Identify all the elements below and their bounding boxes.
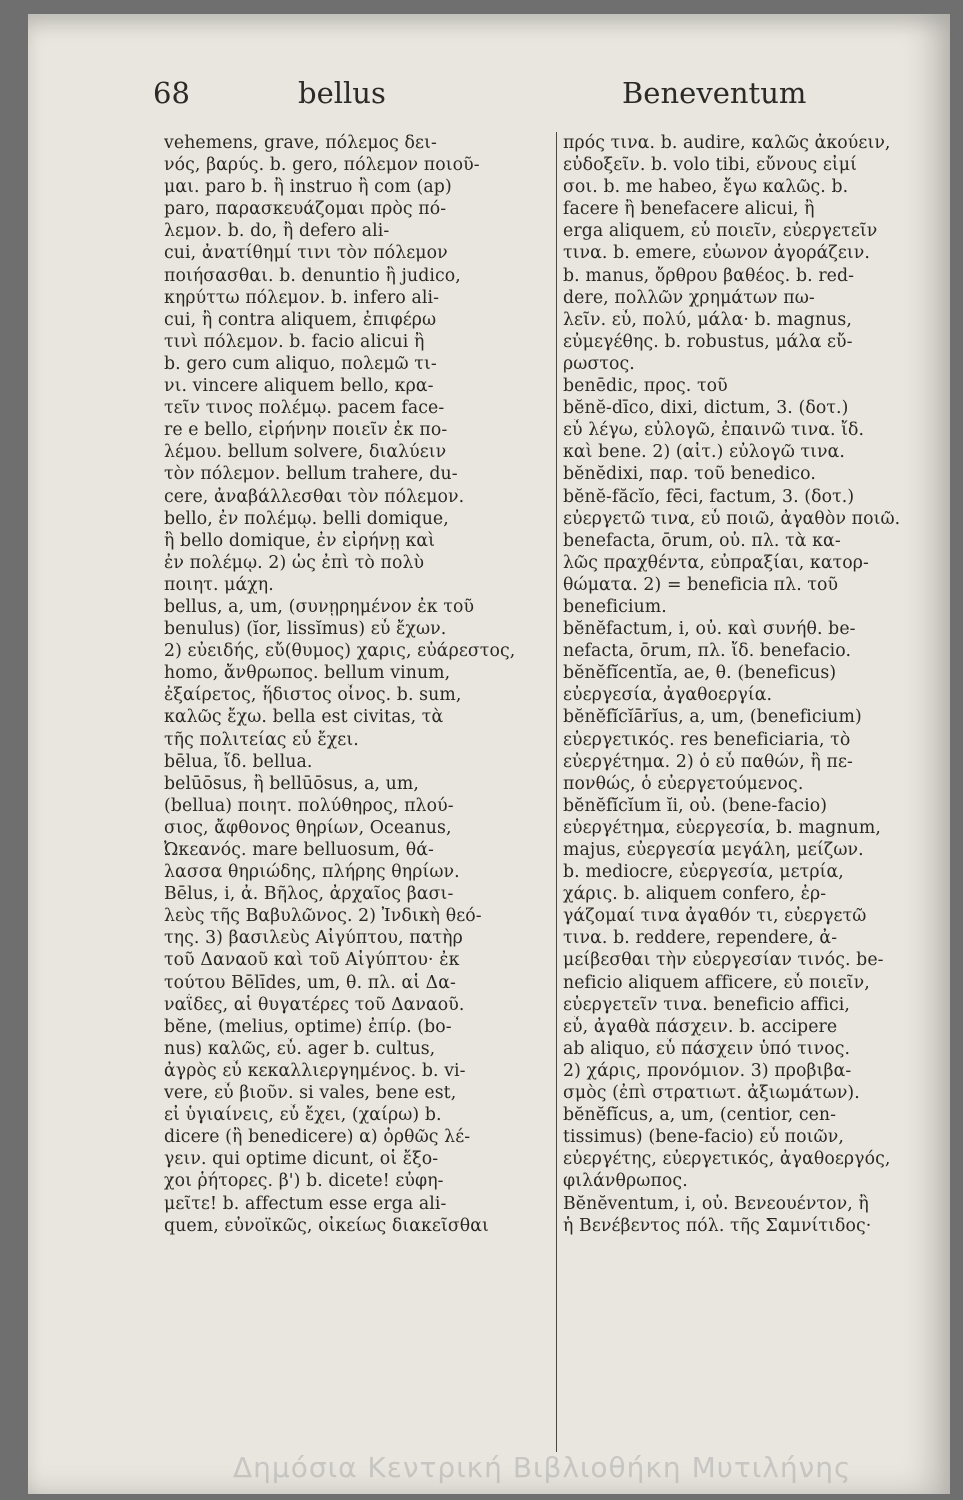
text-line: μαι. paro b. ἢ instruo ἢ com (ap) [164, 177, 452, 198]
text-line: homo, ἄνθρωπος. bellum vinum, [164, 663, 451, 684]
text-line: quem, εὐνοϊκῶς, οἰκείως διακεῖσθαι [164, 1215, 489, 1236]
text-line: bēlua, ἴδ. bellua. [164, 751, 313, 772]
text-line: γάζομαί τινα ἀγαθόν τι, εὐεργετῶ [563, 906, 867, 927]
text-line: τεῖν τινος πολέμῳ. pacem face- [164, 398, 445, 419]
text-line: 2) χάρις, προνόμιον. 3) προβιβα- [563, 1060, 852, 1081]
text-line: μεῖτε! b. affectum esse erga ali- [164, 1193, 447, 1214]
text-line: neficio aliquem afficere, εὖ ποιεῖν, [563, 972, 870, 993]
text-line: tissimus) (bene-facio) εὖ ποιῶν, [563, 1127, 844, 1148]
text-line: Ὠκεανός. mare belluosum, θά- [164, 840, 434, 860]
text-line: καλῶς ἔχω. bella est civitas, τὰ [164, 707, 444, 728]
text-line: Bĕnĕventum, i, οὐ. Βενεουέντον, ἢ [563, 1193, 869, 1214]
text-line: εἰ ὑγιαίνεις, εὖ ἔχει, (χαίρω) b. [164, 1105, 442, 1126]
text-line: cui, ἢ contra aliquem, ἐπιφέρω [164, 309, 437, 330]
text-line: bellus, a, um, (συνῃρημένον ἐκ τοῦ [164, 596, 475, 617]
text-line: dicere (ἢ benedicere) α) ὀρθῶς λέ- [164, 1127, 471, 1148]
right-guide-word: Beneventum [622, 76, 807, 110]
text-line: λεὺς τῆς Βαβυλῶνος. 2) Ἰνδικὴ θεό- [164, 906, 482, 927]
left-column [164, 132, 549, 1237]
text-line: bĕne, (melius, optime) ἐπίρ. (bo- [164, 1016, 452, 1037]
text-line: dere, πολλῶν χρημάτων πω- [563, 287, 815, 308]
text-line: τινὶ πόλεμον. b. facio alicui ἢ [164, 331, 425, 352]
text-line: b. gero cum aliquo, πολεμῶ τι- [164, 353, 437, 374]
text-line: erga aliquem, εὖ ποιεῖν, εὐεργετεῖν [563, 221, 878, 242]
text-line: belūōsus, ἢ bellūōsus, a, um, [164, 773, 419, 794]
text-line: φιλάνθρωπος. [563, 1171, 688, 1192]
dictionary-page [28, 14, 950, 1494]
text-line: καὶ bene. 2) (αἰτ.) εὐλογῶ τινα. [563, 442, 846, 463]
text-line: nefacta, ōrum, πλ. ἴδ. benefacio. [563, 641, 852, 662]
text-line: εὐεργεσία, ἀγαθοεργία. [563, 685, 773, 706]
text-line: bello, ἐν πολέμῳ. belli domique, [164, 508, 449, 529]
text-line: εὐεργέτημα, εὐεργεσία, b. magnum, [563, 817, 881, 838]
text-line: νι. vincere aliquem bello, κρα- [164, 376, 434, 397]
text-line: λεῖν. εὖ, πολύ, μάλα· b. magnus, [563, 309, 852, 330]
text-line: beneficium. [563, 596, 667, 617]
text-line: benefacta, ōrum, οὐ. πλ. τὰ κα- [563, 530, 841, 551]
right-column [563, 132, 948, 1237]
text-line: λέμου. bellum solvere, διαλύειν [164, 442, 447, 463]
text-line: θώματα. 2) = beneficia πλ. τοῦ [563, 574, 839, 595]
text-line: paro, παρασκευάζομαι πρὸς πό- [164, 199, 447, 220]
text-line: bĕnĕdixi, παρ. τοῦ benedico. [563, 464, 816, 485]
text-line: bĕnĕ-făcĭo, fēci, factum, 3. (δοτ.) [563, 486, 855, 507]
text-line: τινα. b. emere, εὐωνον ἀγοράζειν. [563, 243, 870, 264]
text-line: τὸν πόλεμον. bellum trahere, du- [164, 464, 458, 485]
text-line: ποιήσασθαι. b. denuntio ἢ judico, [164, 265, 461, 286]
text-line: ἐξαίρετος, ἥδιστος οἶνος. b. sum, [164, 685, 462, 706]
text-line: 2) εὐειδής, εὔ(θυμος) χαρις, εὐάρεστος, [164, 641, 516, 662]
text-line: bĕnĕ-dīco, dixi, dictum, 3. (δοτ.) [563, 398, 849, 419]
text-line: ἐν πολέμῳ. 2) ὡς ἐπὶ τὸ πολὺ [164, 552, 425, 573]
text-line: facere ἢ benefacere alicui, ἢ [563, 199, 815, 220]
text-line: νός, βαρύς. b. gero, πόλεμον ποιοῦ- [164, 155, 480, 176]
text-line: vehemens, grave, πόλεμος δει- [164, 133, 437, 153]
text-line: ρωστος. [563, 353, 635, 374]
text-line: ἀγρὸς εὖ κεκαλλιεργημένος. b. vi- [164, 1060, 466, 1081]
text-line: πονθώς, ὁ εὐεργετούμενος. [563, 773, 804, 794]
text-line: τούτου Bēlīdes, um, θ. πλ. αἱ Δα- [164, 972, 456, 993]
text-line: vere, εὖ βιοῦν. si vales, bene est, [164, 1083, 457, 1104]
text-line: εὐμεγέθης. b. robustus, μάλα εὔ- [563, 331, 853, 352]
text-line: majus, εὐεργεσία μεγάλη, μείζων. [563, 840, 864, 860]
library-watermark: Δημόσια Κεντρική Βιβλιοθήκη Μυτιλήνης [233, 1451, 852, 1484]
text-line: bĕnĕfĭcĭum ĭi, οὐ. (bene-facio) [563, 795, 828, 816]
text-line: σμὸς (ἐπὶ στρατιωτ. ἀξιωμάτων). [563, 1083, 860, 1104]
text-line: bĕnĕfactum, i, οὐ. καὶ συνήθ. be- [563, 619, 856, 640]
text-line: bĕnĕfĭcentĭa, ae, θ. (beneficus) [563, 663, 837, 684]
text-line: γειν. qui optime dicunt, οἱ ἔξο- [164, 1149, 439, 1170]
text-line: λῶς πραχθέντα, εὐπραξίαι, κατορ- [563, 552, 869, 573]
text-line: ἡ Βενέβεντος πόλ. τῆς Σαμνίτιδος· [563, 1215, 872, 1236]
text-line: χάρις. b. aliquem confero, ἐρ- [563, 884, 827, 905]
text-line: nus) καλῶς, εὖ. ager b. cultus, [164, 1038, 436, 1059]
text-line: τινα. b. reddere, rependere, ἀ- [563, 928, 838, 949]
text-line: κηρύττω πόλεμον. b. infero ali- [164, 287, 440, 308]
text-line: ἢ bello domique, ἐν εἰρήνῃ καὶ [164, 530, 435, 551]
text-line: εὐεργέτημα. 2) ὁ εὖ παθών, ἢ πε- [563, 751, 853, 772]
text-line: b. manus, ὄρθρου βαθέος. b. red- [563, 265, 855, 286]
text-line: πρός τινα. b. audire, καλῶς ἀκούειν, [563, 133, 891, 153]
text-line: σοι. b. me habeo, ἔγω καλῶς. b. [563, 177, 849, 198]
text-line: εὐεργετεῖν τινα. beneficio affici, [563, 994, 851, 1015]
column-divider [556, 132, 557, 1452]
text-line: σιος, ἄφθονος θηρίων, Oceanus, [164, 817, 452, 838]
text-line: εὖ, ἀγαθὰ πάσχειν. b. accipere [563, 1016, 838, 1037]
text-line: ναΐδες, αἱ θυγατέρες τοῦ Δαναοῦ. [164, 994, 465, 1015]
left-guide-word: bellus [298, 76, 386, 110]
text-line: εὖ λέγω, εὐλογῶ, ἐπαινῶ τινα. ἴδ. [563, 420, 865, 441]
text-line: Bēlus, i, ἀ. Βῆλος, ἀρχαῖος βασι- [164, 884, 454, 905]
text-line: re e bello, εἰρήνην ποιεῖν ἐκ πο- [164, 420, 448, 441]
text-line: cui, ἀνατίθημί τινι τὸν πόλεμον [164, 243, 448, 264]
page-number: 68 [153, 76, 190, 110]
text-line: τῆς πολιτείας εὖ ἔχει. [164, 729, 359, 750]
text-line: bĕnĕfĭcus, a, um, (centior, cen- [563, 1105, 837, 1126]
text-line: bĕnĕfĭcĭārĭus, a, um, (beneficium) [563, 707, 862, 728]
text-line: εὐδοξεῖν. b. volo tibi, εὔνους εἰμί [563, 155, 857, 176]
text-line: benēdic, προς. τοῦ [563, 376, 728, 397]
text-line: λασσα θηριώδης, πλήρης θηρίων. [164, 862, 460, 883]
text-line: εὐεργετικός. res beneficiaria, τὸ [563, 729, 851, 750]
text-line: ab aliquo, εὖ πάσχειν ὑπό τινος. [563, 1038, 851, 1059]
text-line: μείβεσθαι τὴν εὐεργεσίαν τινός. be- [563, 950, 884, 971]
text-line: εὐεργετῶ τινα, εὖ ποιῶ, ἀγαθὸν ποιῶ. [563, 508, 901, 529]
text-line: τοῦ Δαναοῦ καὶ τοῦ Αἰγύπτου· ἐκ [164, 950, 460, 971]
running-header [28, 76, 950, 116]
text-line: εὐεργέτης, εὐεργετικός, ἀγαθοεργός, [563, 1149, 891, 1170]
text-line: της. 3) βασιλεὺς Αἰγύπτου, πατὴρ [164, 928, 463, 949]
text-line: (bellua) ποιητ. πολύθηρος, πλού- [164, 795, 454, 816]
text-line: ποιητ. μάχη. [164, 574, 274, 595]
text-line: χοι ῥήτορες. β') b. dicete! εὐφη- [164, 1171, 444, 1192]
text-line: λεμον. b. do, ἢ defero ali- [164, 221, 390, 242]
text-line: benulus) (ĭor, lissĭmus) εὖ ἔχων. [164, 619, 447, 640]
text-line: b. mediocre, εὐεργεσία, μετρία, [563, 862, 844, 883]
text-line: cere, ἀναβάλλεσθαι τὸν πόλεμον. [164, 486, 465, 507]
